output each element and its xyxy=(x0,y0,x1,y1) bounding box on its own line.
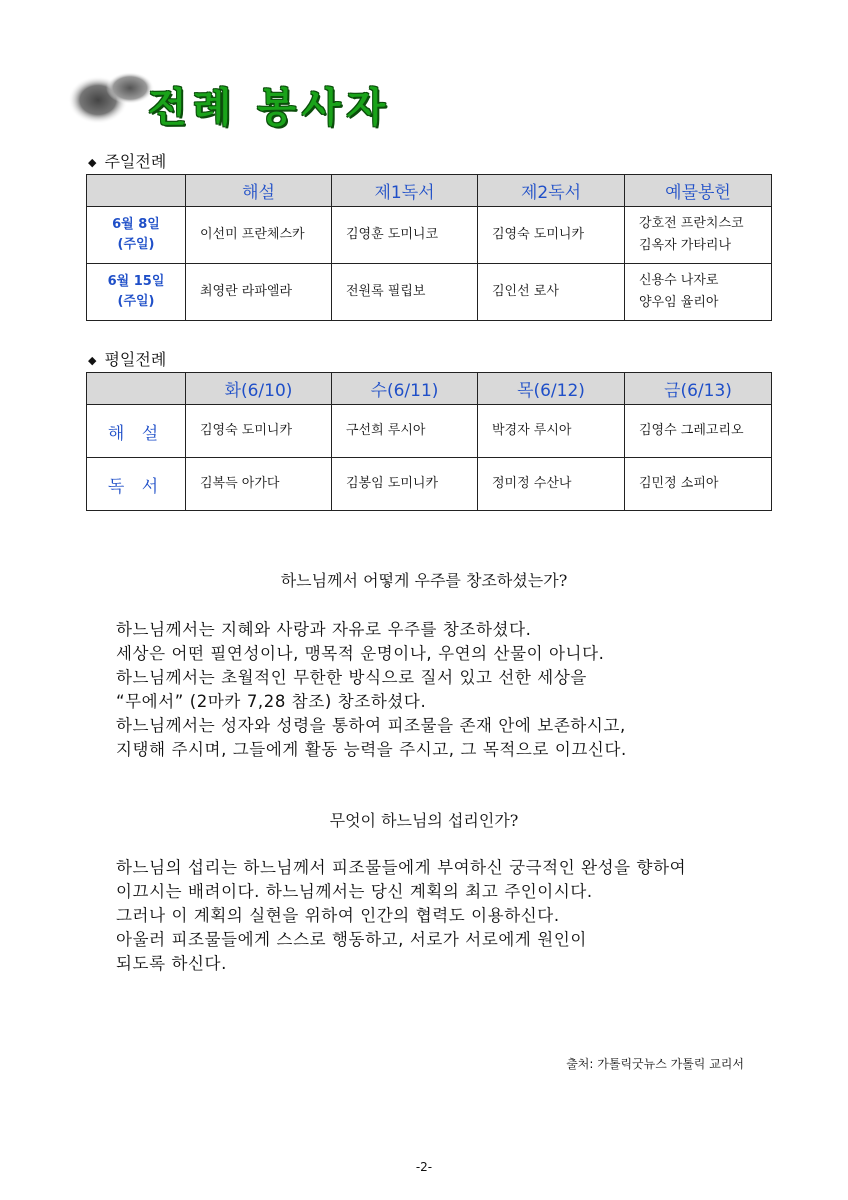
header-offering: 예물봉헌 xyxy=(625,175,772,207)
cell-tue: 김영숙 도미니카 xyxy=(186,405,332,458)
page-number: -2- xyxy=(415,1160,433,1174)
cell-thu: 정미정 수산나 xyxy=(478,458,625,511)
q1-line: 세상은 어떤 필연성이나, 맹목적 운명이나, 우연의 산물이 아니다. xyxy=(116,644,605,663)
q1-line: “무에서” (2마카 7,28 참조) 창조하셨다. xyxy=(116,692,427,711)
table-row xyxy=(87,207,772,264)
header-thu: 목(6/12) xyxy=(478,373,625,405)
weekday-section-label: ◆ 평일전례 xyxy=(88,350,167,369)
sunday-header-row xyxy=(87,175,772,207)
cell-fri: 김영수 그레고리오 xyxy=(625,405,772,458)
cell-fri: 김민정 소피아 xyxy=(625,458,772,511)
header-fri: 금(6/13) xyxy=(625,373,772,405)
cell-commentary: 이선미 프란체스카 xyxy=(186,207,332,264)
header-blank xyxy=(87,175,186,207)
row-date: 6월 8일 (주일) xyxy=(87,207,186,264)
cell-offering: 강호전 프란치스코 김옥자 가타리나 xyxy=(625,207,772,264)
table-row xyxy=(87,405,772,458)
row-date: 6월 15일 (주일) xyxy=(87,264,186,321)
sunday-table xyxy=(86,174,772,321)
cell-offering: 신용수 나자로 양우임 율리아 xyxy=(625,264,772,321)
source-credit: 출처: 가톨릭굿뉴스 가톨릭 교리서 xyxy=(566,1057,744,1071)
table-row xyxy=(87,458,772,511)
diamond-bullet-icon: ◆ xyxy=(88,354,97,367)
q2-line: 그러나 이 계획의 실현을 위하여 인간의 협력도 이용하신다. xyxy=(116,906,560,925)
header-commentary: 해설 xyxy=(186,175,332,207)
cell-reading1: 김영훈 도미니코 xyxy=(332,207,478,264)
table-row xyxy=(87,264,772,321)
cell-wed: 김봉임 도미니카 xyxy=(332,458,478,511)
cell-reading1: 전원록 필립보 xyxy=(332,264,478,321)
cell-reading2: 김영숙 도미니카 xyxy=(478,207,625,264)
q2-paragraph xyxy=(116,856,686,976)
sunday-section-label: ◆ 주일전례 xyxy=(88,152,167,171)
header-wed: 수(6/11) xyxy=(332,373,478,405)
cell-wed: 구선희 루시아 xyxy=(332,405,478,458)
q2-heading: 무엇이 하느님의 섭리인가? xyxy=(329,811,519,830)
q1-paragraph xyxy=(116,618,627,762)
cell-thu: 박경자 루시아 xyxy=(478,405,625,458)
row-role: 독 서 xyxy=(87,458,186,511)
q1-heading: 하느님께서 어떻게 우주를 창조하셨는가? xyxy=(280,571,568,590)
header-reading1: 제1독서 xyxy=(332,175,478,207)
q1-line: 지탱해 주시며, 그들에게 활동 능력을 주시고, 그 목적으로 이끄신다. xyxy=(116,740,627,759)
q2-line: 아울러 피조물들에게 스스로 행동하고, 서로가 서로에게 원인이 xyxy=(116,930,587,949)
diamond-bullet-icon: ◆ xyxy=(88,156,97,169)
cell-commentary: 최영란 라파엘라 xyxy=(186,264,332,321)
weekday-table xyxy=(86,372,772,511)
cell-reading2: 김인선 로사 xyxy=(478,264,625,321)
q1-line: 하느님께서는 지혜와 사랑과 자유로 우주를 창조하셨다. xyxy=(116,620,532,639)
cell-tue: 김복득 아가다 xyxy=(186,458,332,511)
header-reading2: 제2독서 xyxy=(478,175,625,207)
q1-line: 하느님께서는 초월적인 무한한 방식으로 질서 있고 선한 세상을 xyxy=(116,668,587,687)
header-blank xyxy=(87,373,186,405)
header-tue: 화(6/10) xyxy=(186,373,332,405)
page-title: 전례 봉사자 xyxy=(148,85,392,131)
weekday-header-row xyxy=(87,373,772,405)
q1-line: 하느님께서는 성자와 성령을 통하여 피조물을 존재 안에 보존하시고, xyxy=(116,716,626,735)
q2-line: 되도록 하신다. xyxy=(116,954,227,973)
q2-line: 이끄시는 배려이다. 하느님께서는 당신 계획의 최고 주인이시다. xyxy=(116,882,593,901)
q2-line: 하느님의 섭리는 하느님께서 피조물들에게 부여하신 궁극적인 완성을 향하여 xyxy=(116,858,687,877)
row-role: 해 설 xyxy=(87,405,186,458)
